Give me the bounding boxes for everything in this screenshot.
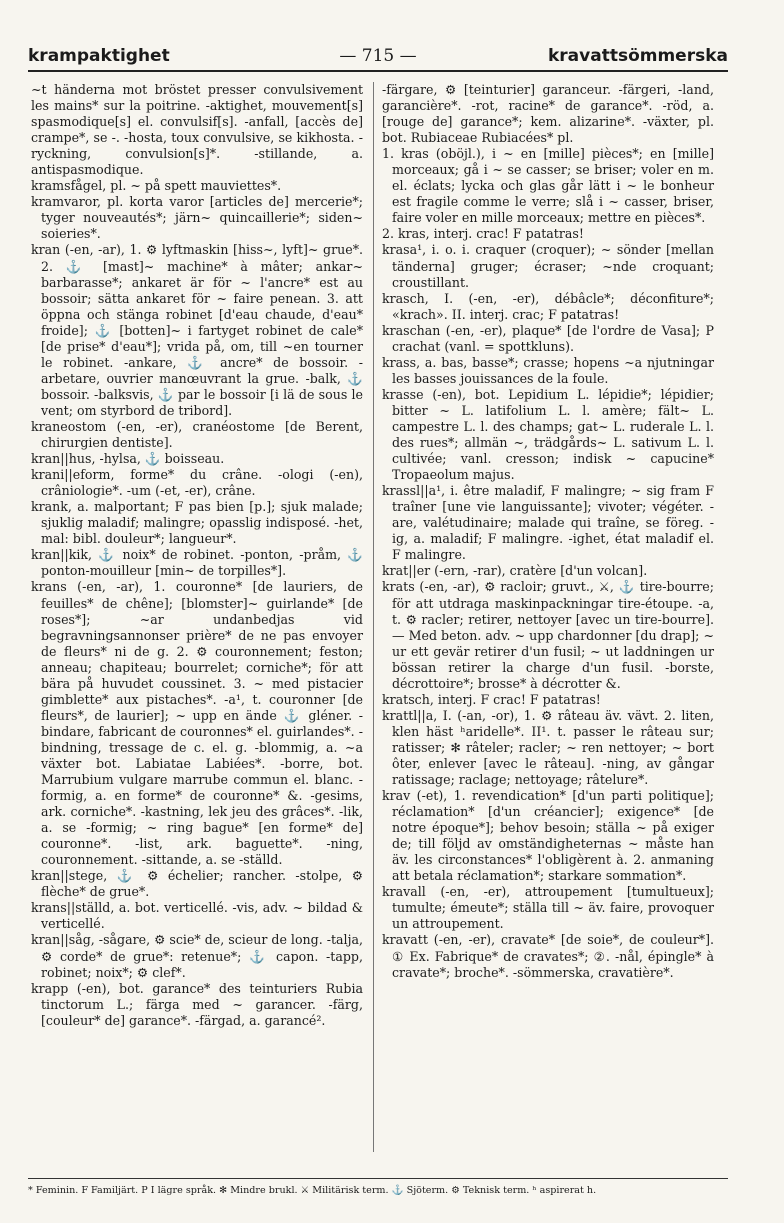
entry: krani||eform, forme* du crâne. -ologi (-en), crâniologie*. -um (-et, -er), crâne. (31, 467, 363, 499)
page-header (28, 46, 728, 70)
left-running-head: krampaktighet (28, 46, 170, 66)
entry: kran (-en, -ar), 1. ⚙ lyftmaskin [hiss~, lyft]~ grue*. 2. ⚓ [mast]~ machine* à mâter; ankar~ barbarasse*; ankaret är för ~ l'ancre* est au bossoir; sätta ankaret för ~ faire penean. 3. att öppna och stänga robinet [d'eau chaude, d'eau* froide]; ⚓ [botten]~ i fartyget robinet de cale* [de prise* d'eau*]; vrida på, om, till ~en tourner le robinet. -ankare, ⚓ ancre* de bossoir. -arbetare, ouvrier manœuvrant la grue. -balk, ⚓ bossoir. -balksvis, ⚓ par le bossoir [i lä de sous le vent; om styrbord de tribord]. (31, 242, 363, 418)
entry: krassl||a¹, i. être maladif, F malingre; ~ sig fram F traîner [une vie languissante]; vivoter; végéter. -are, valétudinaire; malade qui traîne, se föreg. -ig, a. maladif; F malingre. -ighet, état maladif el. F malingre. (382, 483, 714, 563)
entry: kran||hus, -hylsa, ⚓ boisseau. (31, 451, 225, 467)
entry: kraschan (-en, -er), plaque* [de l'ordre de Vasa]; P crachat (vanl. = spottkluns). (382, 322, 714, 354)
entry: krasch, I. (-en, -er), débâcle*; déconfiture*; «krach». II. interj. crac; F patatras! (382, 290, 714, 322)
footnote-rule (28, 1178, 728, 1179)
entry: krans (-en, -ar), 1. couronne* [de lauriers, de feuilles* de chêne]; [blomster]~ guirlande* [de roses*]; ~ar undanbedjas vid begravningsannonser prière* de ne pas envoyer de fleurs* ni de g. 2. ⚙ couronnement; feston; anneau; chapiteau; bourrelet; corniche*; för att bära på huvudet coussinet. 3. ~ med pistacier gimblette* aux pistaches*. -a¹, t. couronner [de fleurs*, de laurier]; ~ upp en ände ⚓ gléner. -bindare, fabricant de couronnes* el. guirlandes*. -bindning, tressage de c. el. g. -blommig, a. ~a växter bot. Labiatae Labiées*. -borre, bot. Marrubium vulgare marrube commun el. blanc. -formig, a. en forme* de couronne* &. -gesims, ark. corniche*. -kastning, lek jeu des grâces*. -lik, a. se -formig; ~ ring bague* [en forme* de] couronne*. -list, ark. baguette*. -ning, couronnement. -sittande, a. se -ställd. (31, 579, 363, 868)
entry: -färgare, ⚙ [teinturier] garanceur. -färgeri, -land, garancière*. -rot, racine* de garance*. -röd, a. [rouge de] garance*; kem. alizarine*. -växter, pl. bot. Rubiaceae Rubiacées* pl. (382, 82, 714, 146)
entry: krapp (-en), bot. garance* des teinturiers Rubia tinctorum L.; färga med ~ garancer. -färg, [couleur* de] garance*. -färgad, a. garancé². (31, 980, 363, 1028)
entry: krans||ställd, a. bot. verticellé. -vis, adv. ~ bildad & verticellé. (31, 900, 363, 932)
entry: kratsch, interj. F crac! F patatras! (382, 691, 601, 707)
entry: krats (-en, -ar), ⚙ racloir; gruvt., ⚔, ⚓ tire-bourre; för att utdraga maskinpackningar tire-étoupe. -a, t. ⚙ racler; retirer, nettoyer [avec un tire-bourre]. — Med beton. adv. ~ upp chardonner [du drap]; ~ ur ett gevär retirer d'un fusil; ~ ut laddningen ur bössan retirer la charge d'un fusil. -borste, décrottoire*; brosse* à décrotter &. (382, 579, 714, 691)
entry: kraneostom (-en, -er), cranéostome [de Berent, chirurgien dentiste]. (31, 418, 363, 451)
entry: kran||stege, ⚓ ⚙ échelier; rancher. -stolpe, ⚙ flèche* de grue*. (31, 868, 363, 900)
entry: kravall (-en, -er), attroupement [tumultueux]; tumulte; émeute*; ställa till ~ äv. faire, provoquer un attroupement. (382, 884, 714, 932)
entry: kran||såg, -sågare, ⚙ scie* de, scieur de long. -talja, ⚙ corde* de grue*: retenue*; ⚓ capon. -tapp, robinet; noix*; ⚙ clef*. (31, 932, 363, 980)
entry: 2. kras, interj. crac! F patatras! (382, 226, 584, 242)
entry: kran||kik, ⚓ noix* de robinet. -ponton, -pråm, ⚓ ponton-mouilleur [min~ de torpilles*]. (31, 547, 363, 579)
entry: kravatt (-en, -er), cravate* [de soie*, de couleur*]. ① Ex. Fabrique* de cravates*; ②. -nål, épingle* à cravate*; broche*. -sömmerska, cravatière*. (382, 932, 714, 980)
entry: krasa¹, i. o. i. craquer (croquer); ~ sönder [mellan tänderna] gruger; écraser; ~nde croquant; croustillant. (382, 242, 714, 290)
entry: krav (-et), 1. revendication* [d'un parti politique]; réclamation* [d'un créancier]; exigence* [de notre époque*]; behov besoin; ställa ~ på exiger de; till följd av omständigheternas ~ måste han äv. les circonstances* l'obligèrent à. 2. anmaning att betala réclamation*; starkare sommation*. (382, 788, 714, 884)
header-rule (28, 70, 728, 72)
entry: kramsfågel, pl. ~ på spett mauviettes*. (31, 178, 282, 194)
page-number: — 715 — (339, 46, 417, 66)
right-running-head: kravattsömmerska (547, 46, 728, 66)
entry: krattl||a, I. (-an, -or), 1. ⚙ râteau äv. vävt. 2. liten, klen häst ʰaridelle*. II¹. t. passer le râteau sur; ratisser; ✻ râteler; racler; ~ ren nettoyer; ~ bort ôter, enlever [avec le râteau]. -ning, av gångar ratissage; raclage; nettoyage; râtelure*. (382, 707, 714, 788)
entry: 1. kras (oböjl.), i ~ en [mille] pièces*; en [mille] morceaux; gå i ~ se casser; se briser; voler en m. el. éclats; lycka och glas går lätt i ~ le bonheur est fragile comme le verre; slå i ~ casser, briser, faire voler en mille morceaux; mettre en pièces*. (382, 146, 714, 226)
entry: krasse (-en), bot. Lepidium L. lépidie*; lépidier; bitter ~ L. latifolium L. l. amère; fält~ L. campestre L. l. des champs; gat~ L. ruderale L. l. des rues*; allmän ~, trädgårds~ L. sativum L. l. cultivée; vanl. cresson; indisk ~ capucine* Tropaeolum majus. (382, 386, 714, 483)
abbreviation-footnote: * Feminin. F Familjärt. P I lägre språk. ✻ Mindre brukl. ⚔ Militärisk term. ⚓ Sjöterm. ⚙ Teknisk term. ʰ aspirerat h. (28, 1185, 597, 1196)
entry: kramvaror, pl. korta varor [articles de] mercerie*; tyger nouveautés*; järn~ quincaillerie*; siden~ soieries*. (31, 194, 363, 242)
right-column (382, 82, 714, 981)
left-column (31, 82, 363, 1029)
entry: krass, a. bas, basse*; crasse; hopens ~a njutningar les basses jouissances de la foule. (382, 354, 714, 386)
entry: krank, a. malportant; F pas bien [p.]; sjuk malade; sjuklig maladif; malingre; opasslig indisposé. -het, mal: bibl. douleur*; langueur*. (31, 499, 363, 547)
entry: ~t händerna mot bröstet presser convulsivement les mains* sur la poitrine. -aktighet, mouvement[s] spasmodique[s] el. convulsif[s]. -anfall, [accès de] crampe*, se -. -hosta, toux convulsive, se kikhosta. -ryckning, convulsion[s]*. -stillande, a. antispasmodique. (31, 82, 363, 178)
entry: krat||er (-ern, -rar), cratère [d'un volcan]. (382, 563, 648, 579)
column-divider (373, 82, 374, 1152)
